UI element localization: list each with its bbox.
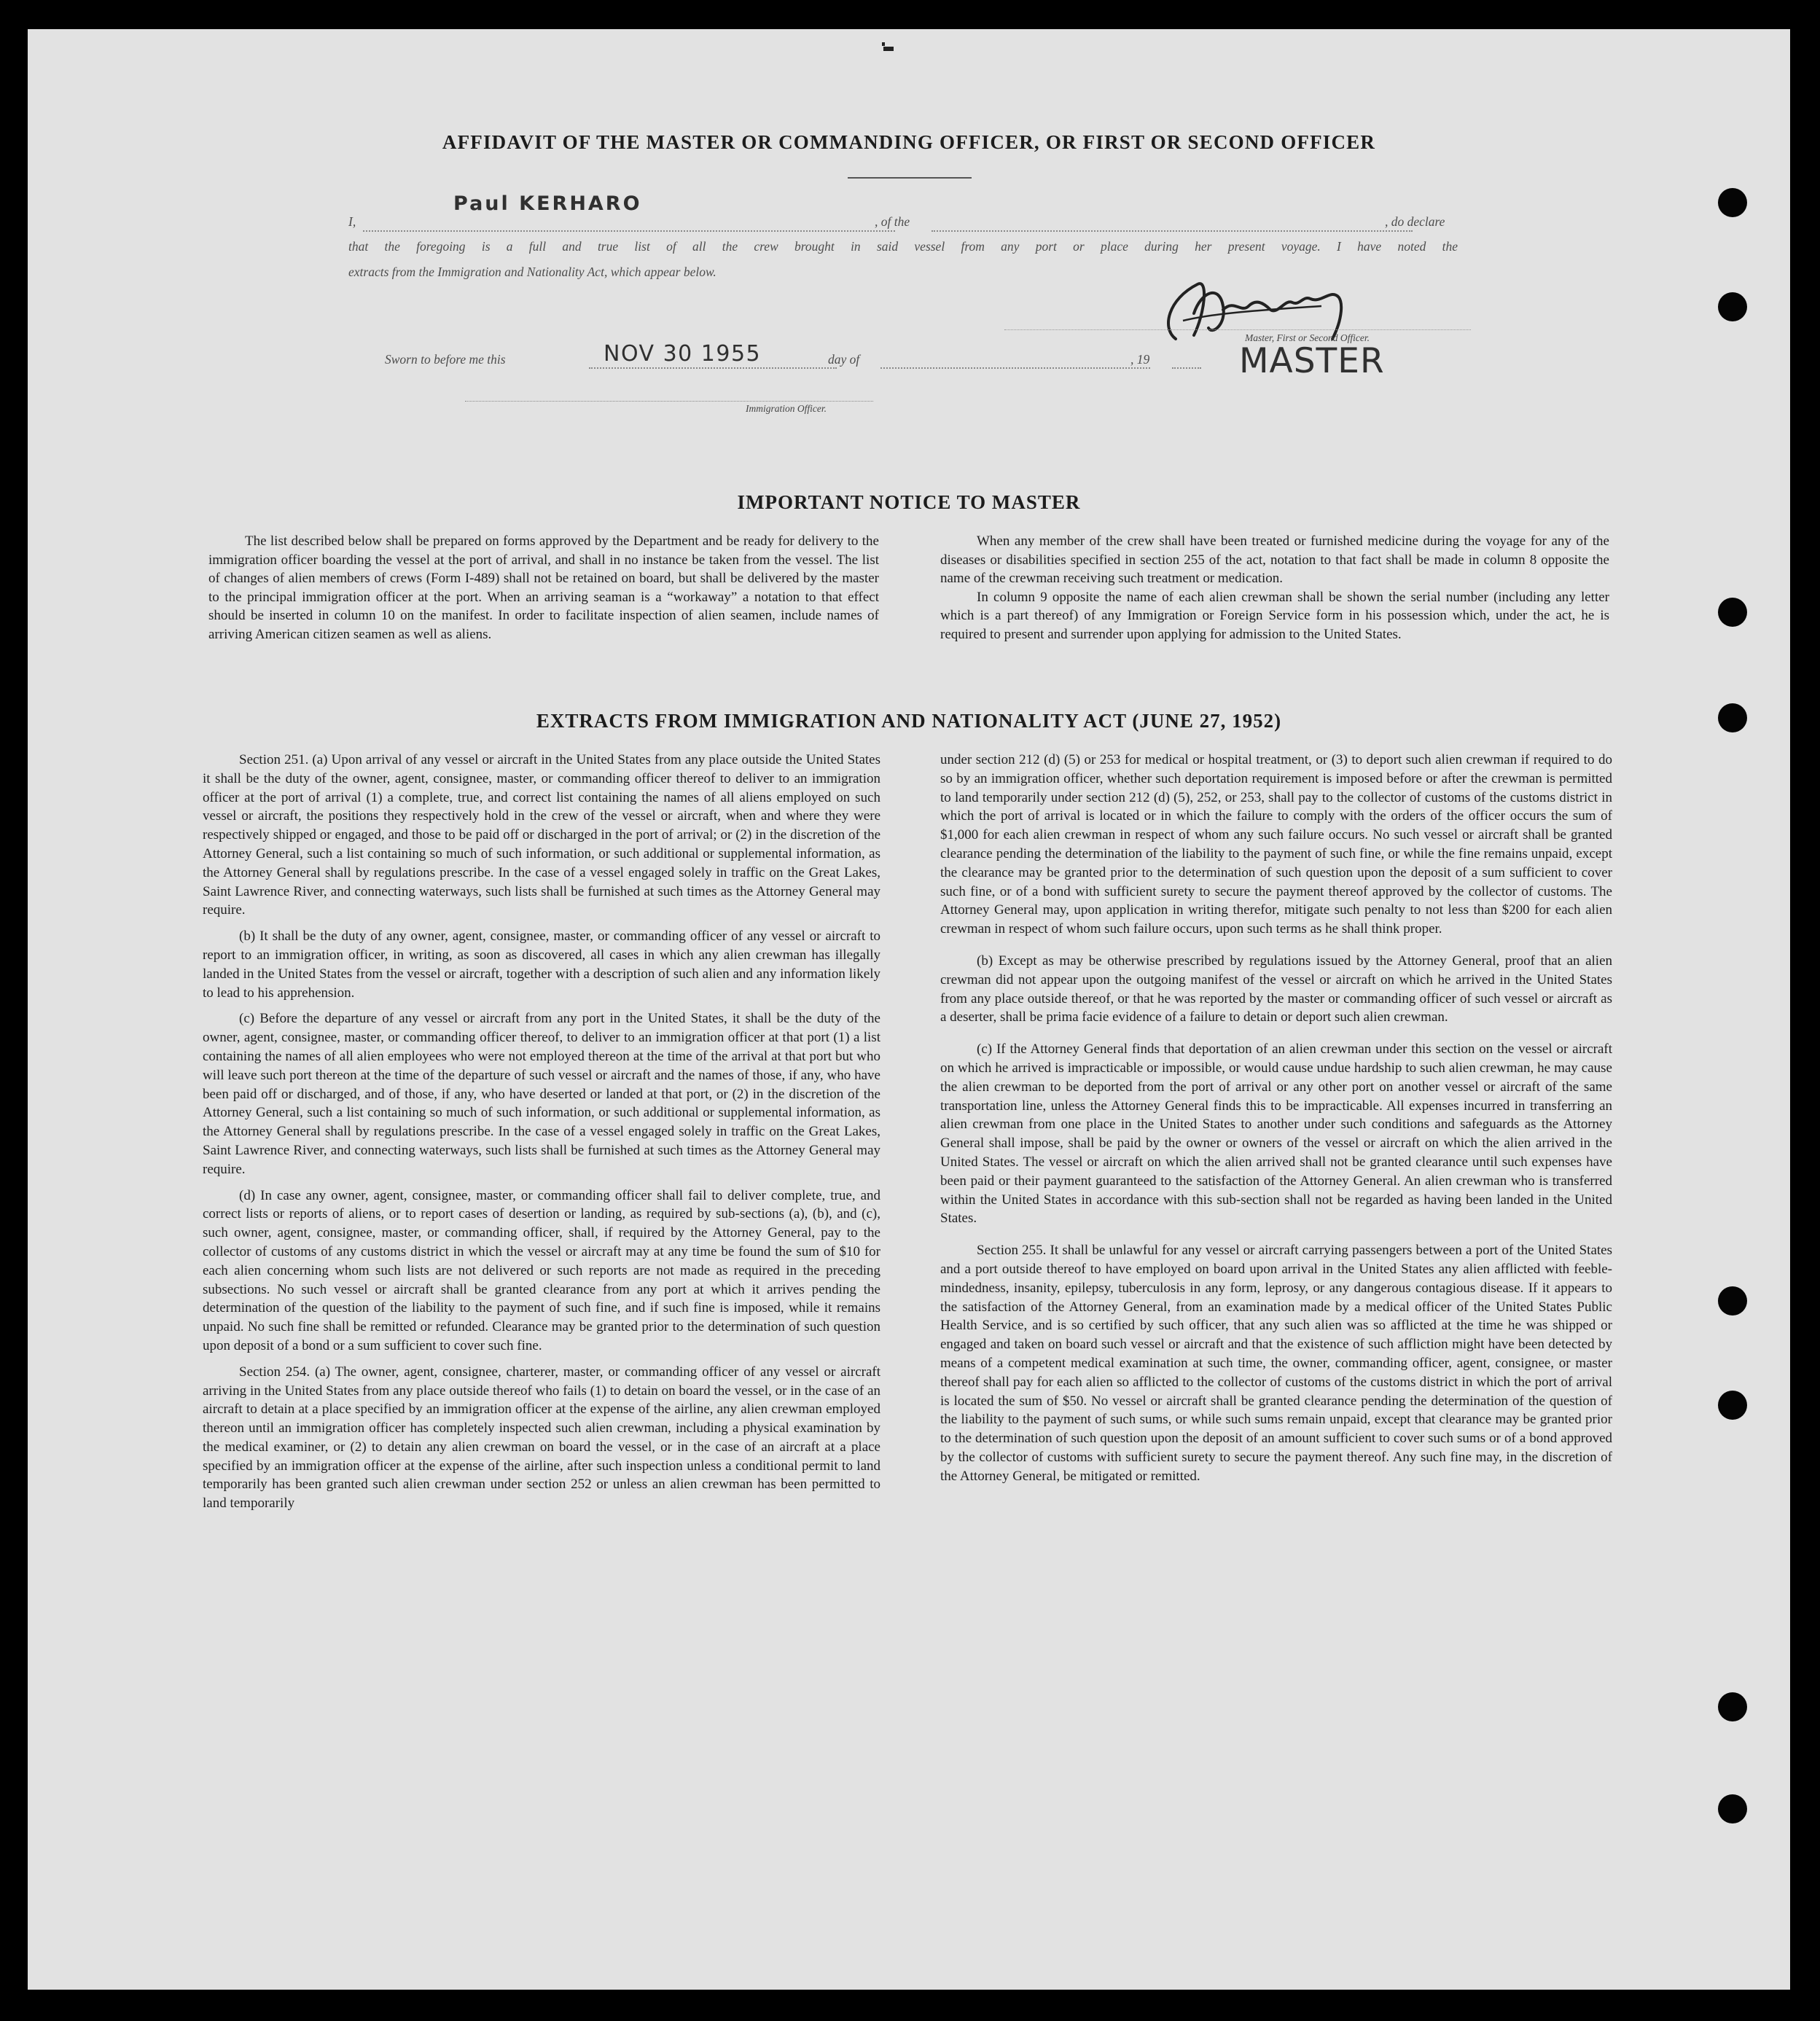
scan-speck (882, 42, 885, 46)
extract-paragraph: Section 254. (a) The owner, agent, consignee, charterer, master, or commanding officer of any vessel or aircraft arriving in the United States from any place outside thereof who fails (1) to detain on board the vessel, or in the case of an aircraft to detain at a place specified by an immigration officer at the expense of the airline, any alien crewman employed thereon until an immigration officer has completely inspected such alien crewman, including a physical examination by the medical examiner, or (2) to detain any alien crewman on board the vessel, or in the case of an aircraft at a place specified by an immigration officer at the expense of the airline, after such inspection unless a conditional permit to land temporarily has been granted such alien crewman under section 252 or unless an alien crewman has been permitted to land temporarily (203, 1364, 880, 1512)
notice-left-column (208, 532, 879, 644)
signature-caption: Master, First or Second Officer. (1245, 332, 1370, 343)
extracts-left-column (203, 751, 880, 1513)
affidavit-heading: AFFIDAVIT OF THE MASTER OR COMMANDING OFFICER, OR FIRST OR SECOND OFFICER (442, 131, 1376, 153)
officer-caption: Immigration Officer. (746, 403, 827, 414)
affidavit-i-label: I, (348, 214, 356, 229)
officer-fill-line (465, 401, 873, 402)
extracts-heading: EXTRACTS FROM IMMIGRATION AND NATIONALITY ACT (JUNE 27, 1952) (536, 710, 1282, 732)
binder-hole (1718, 703, 1747, 732)
binder-hole (1718, 598, 1747, 627)
master-title-stamp: MASTER (1239, 341, 1385, 381)
extract-paragraph: (c) If the Attorney General finds that deportation of an alien crewman under this section on the vessel or aircraft on which he arrived is impracticable or impossible, or would cause undue hardship to such alien crewman, he may cause the alien crewman to be deported from the port of arrival or any other port on another vessel or aircraft of the same transportation line, unless the Attorney General finds this to be impracticable. All expenses incurred in transferring an alien crewman from one place in the United States to another under such conditions and safeguards as the Attorney General shall impose, shall be paid by the owner or owners of the vessel or aircraft on which the alien arrived in the United States. The vessel or aircraft on which the alien arrived shall not be granted clearance until such expenses have been paid or their payment guaranteed to the satisfaction of the Attorney General. An alien crewman who is transferred within the United States in accordance with this sub-section shall not be regarded as having been landed in the United States. (940, 1041, 1612, 1227)
extract-paragraph: (d) In case any owner, agent, consignee, master, or commanding officer shall fail to deliver complete, true, and correct lists or reports of aliens, or to report cases of desertion or landing, as required by sub-sections (a), (b), and (c), such owner, agent, consignee, master, or commanding officer, shall, if required by the Attorney General, pay to the collector of customs of any customs district in which the vessel or aircraft may at any time be found the sum of $10 for each alien concerning whom such lists are not delivered or such reports are not made as required in the preceding subsections. No such vessel or aircraft shall be granted clearance from any port at which it arrives pending the determination of the question of the liability to the payment of such fine, and if such fine is imposed, while it remains unpaid. No such fine shall be remitted or refunded. Clearance may be granted prior to the determination of such question upon deposit of a bond or a sum sufficient to cover such fine. (203, 1187, 880, 1353)
vessel-fill-line (932, 230, 1413, 232)
day-of-label: day of (828, 352, 860, 367)
extract-paragraph: (b) It shall be the duty of any owner, agent, consignee, master, or commanding officer of any vessel or aircraft to report to an immigration officer, in writing, as soon as discovered, all cases in which any alien crewman has illegally landed in the United States from the vessel or aircraft, together with a description of such alien and any information likely to lead to his apprehension. (203, 929, 880, 1001)
binder-hole (1718, 188, 1747, 217)
binder-hole (1718, 1692, 1747, 1721)
binder-hole (1718, 1794, 1747, 1823)
extract-paragraph: (b) Except as may be otherwise prescribed by regulations issued by the Attorney General, proof that an alien crewman did not appear upon the outgoing manifest of the vessel or aircraft on which he arrived in the United States from any place outside thereof, or that he was reported by the master or commanding officer of such vessel or aircraft as a deserter, shall be prima facie evidence of a failure to detain or deport such alien crewman. (940, 953, 1612, 1025)
month-fill-line (880, 367, 1150, 369)
sworn-label: Sworn to before me this (385, 352, 506, 367)
date-fill-line (589, 367, 837, 369)
binder-hole (1718, 292, 1747, 321)
sworn-date-stamp: NOV 30 1955 (604, 341, 762, 367)
extracts-right-column (940, 751, 1612, 1485)
year-label: , 19 (1130, 352, 1150, 367)
notice-right-column (940, 532, 1609, 644)
extract-paragraph: under section 212 (d) (5) or 253 for medical or hospital treatment, or (3) to deport such alien crewman if required to do so by an immigration officer, whether such deportation requirement is imposed before or after the crewman is permitted to land temporarily under section 212 (d) (5), 252, or 253, shall pay to the collector of customs of the customs district in which the port of arrival is located or in which the failure to comply with the orders of the officer occurs the sum of $1,000 for each alien crewman in respect of whom any such failure occurs. No such vessel or aircraft shall be granted clearance pending the determination of the liability to the payment of such fine, or while the fine remains unpaid, except the clearance may be granted prior to the determination of such question upon the deposit of a sum sufficient to cover such fine, or of a bond with sufficient surety to secure the payment thereof approved by the collector of customs. The Attorney General may, upon application in writing therefor, mitigate such penalty to not less than $200 for each alien crewman in respect of whom such failure occurs, upon such terms as he shall think proper. (940, 752, 1612, 937)
name-fill-line (363, 230, 895, 232)
scan-speck (883, 47, 894, 51)
notice-heading: IMPORTANT NOTICE TO MASTER (737, 491, 1081, 513)
extract-paragraph: (c) Before the departure of any vessel or aircraft from any port in the United States, it shall be the duty of the owner, agent, consignee, master, or commanding officer thereof, to deliver to an immigration officer at that port (1) a list containing the names of all alien employees who were not employed thereon at the time of the arrival at that port but who will leave such port thereon at the time of the departure of such vessel or aircraft and the names of those, if any, who have been paid off or discharged, and of those, if any, who have deserted or landed at that port, or (2) in the discretion of the Attorney General, such a list containing so much of such information, or such additional or supplemental information, as the Attorney General shall by regulations prescribe. In the case of a vessel engaged solely in traffic on the Great Lakes, Saint Lawrence River, and connecting waterways, such lists shall be furnished at such times as the Attorney General may require. (203, 1011, 880, 1177)
extract-paragraph: Section 255. It shall be unlawful for any vessel or aircraft carrying passengers between a port of the United States and a port outside thereof to have employed on board upon arrival in the United States any alien afflicted with feeble-mindedness, insanity, epilepsy, tuberculosis in any form, leprosy, or any dangerous contagious disease. If it appears to the satisfaction of the Attorney General, from an examination made by a medical officer of the United States Public Health Service, and is so certified by such officer, that any such alien was so afflicted at the time he was shipped or engaged and taken on board such vessel or aircraft and that the existence of such affliction might have been detected by means of a competent medical examination at such time, the owner, commanding officer, agent, consignee, or master thereof shall pay for each alien so afflicted to the collector of customs of the customs district in which the port of arrival is located the sum of $50. No vessel or aircraft shall be granted clearance pending the determination of the question of the liability to the payment of such sums, or while such sums remain unpaid, except that clearance may be granted prior to the determination of such question upon the deposit of an amount sufficient to cover such sums or of a bond approved by the collector of customs with sufficient surety to secure the payment thereof. Any such fine may, in the discretion of the Attorney General, be mitigated or remitted. (940, 1243, 1612, 1484)
document-page (28, 29, 1790, 1990)
signature-fill-line (1004, 329, 1471, 330)
affidavit-statement-line-2: extracts from the Immigration and Nationality Act, which appear below. (348, 265, 716, 279)
year-fill-line (1172, 367, 1201, 369)
binder-hole (1718, 1286, 1747, 1316)
extract-paragraph: Section 251. (a) Upon arrival of any vessel or aircraft in the United States from any place outside the United States it shall be the duty of the owner, agent, consignee, master, or commanding officer thereof to deliver to an immigration officer at the port of arrival (1) a complete, true, and correct list containing the names of all aliens employed on such vessel or aircraft, the positions they respectively hold in the crew of the vessel or aircraft, when and where they were respectively shipped or engaged, and those to be paid off or discharged in the port of arrival; or (2) in the discretion of the Attorney General, such a list containing so much of such information, or such additional or supplemental information, as the Attorney General shall by regulations prescribe. In the case of a vessel engaged solely in traffic on the Great Lakes, Saint Lawrence River, and connecting waterways, such lists shall be furnished at such times as the Attorney General may require. (203, 752, 880, 918)
notice-paragraph: When any member of the crew shall have been treated or furnished medicine during the voyage for any of the diseases or disabilities specified in section 255 of the act, notation to that fact shall be made in column 8 opposite the name of the crewman receiving such treatment or medication. (940, 533, 1609, 587)
notice-paragraph: In column 9 opposite the name of each alien crewman shall be shown the serial number (including any letter which is a part thereof) of any Immigration or Foreign Service form in his possession which, under the act, he is required to present and surrender upon applying for admission to the United States. (940, 589, 1609, 642)
notice-paragraph: The list described below shall be prepared on forms approved by the Department and be ready for delivery to the immigration officer boarding the vessel at the port of arrival, and shall in no instance be taken from the vessel. The list of changes of alien members of crews (Form I-489) shall not be retained on board, but shall be delivered by the master to the principal immigration officer at the port. When an arriving seaman is a “workaway” a notation to that effect should be inserted in column 10 on the manifest. In order to facilitate inspection of alien seamen, include names of arriving American citizen seamen as well as aliens. (208, 533, 879, 642)
master-name-typed: Paul KERHARO (453, 192, 642, 215)
affidavit-of-the-label: , of the (875, 214, 910, 229)
heading-divider (848, 177, 972, 179)
affidavit-declare-label: , do declare (1385, 214, 1445, 229)
affidavit-statement-line: that the foregoing is a full and true list of all the crew brought in said vessel from any port or place during her present voyage. I have noted the (348, 239, 1458, 254)
binder-hole (1718, 1391, 1747, 1420)
